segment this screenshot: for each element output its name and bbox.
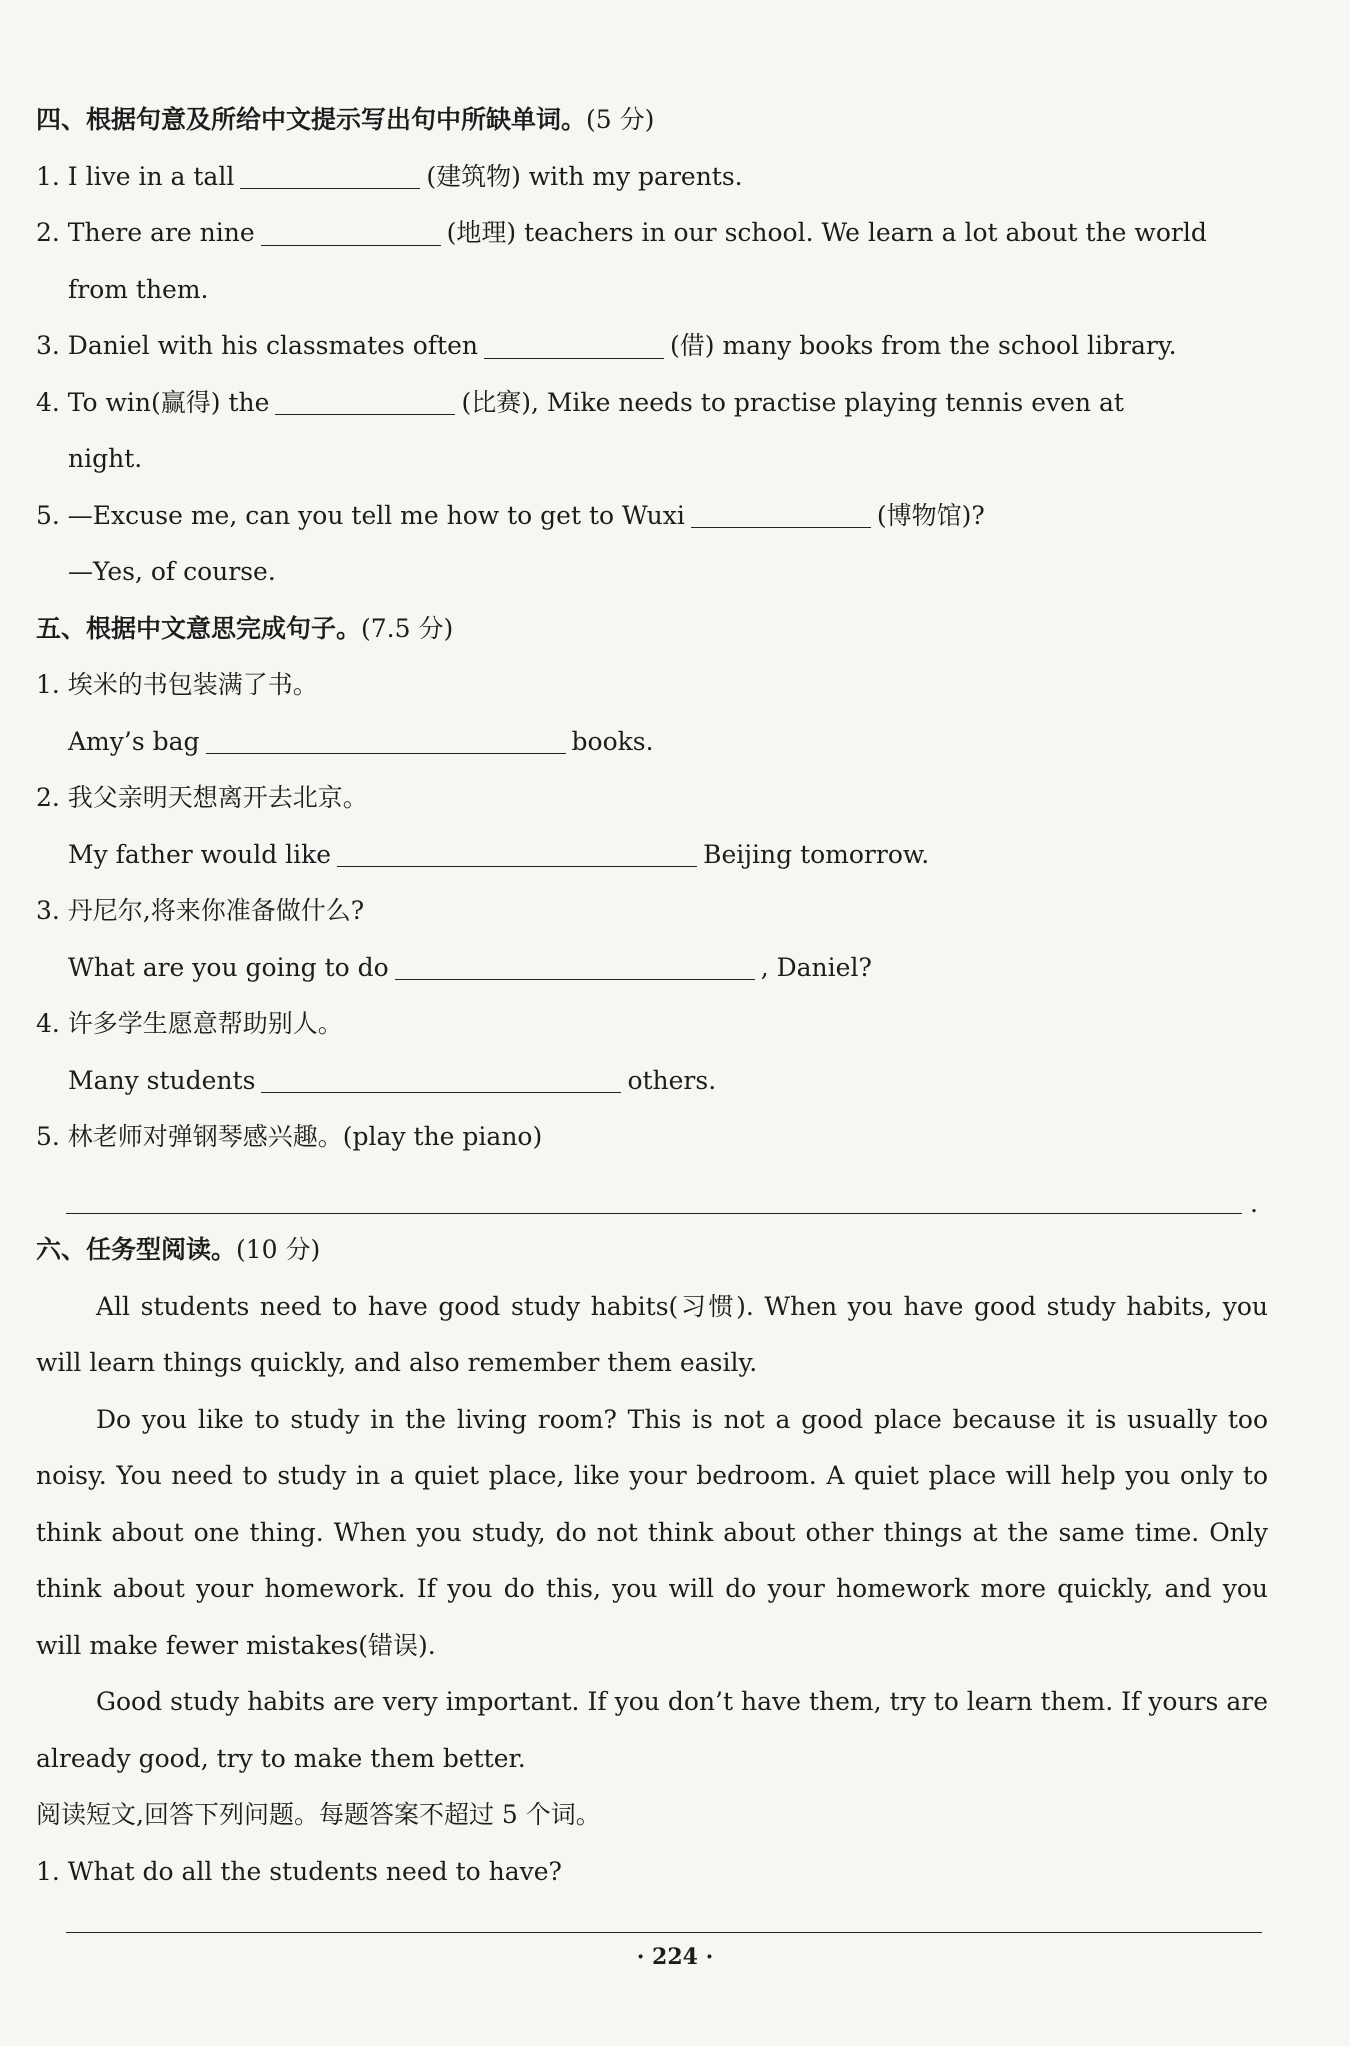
answer-blank[interactable] — [395, 953, 755, 980]
answer-blank[interactable] — [206, 727, 566, 754]
s5-question-4-sentence: Many students others. — [68, 1065, 717, 1095]
answer-blank-full-line[interactable] — [66, 1196, 1242, 1214]
s4-question-4-continued: night. — [68, 444, 143, 473]
s4-question-5-reply: —Yes, of course. — [68, 557, 276, 586]
s5-question-4-chinese: 4. 许多学生愿意帮助别人。 — [36, 1009, 343, 1038]
s5-question-2-sentence: My father would like Beijing tomorrow. — [68, 839, 930, 869]
s5-question-5-chinese: 5. 林老师对弹钢琴感兴趣。(play the piano) — [36, 1122, 543, 1151]
s4-question-1: 1. I live in a tall (建筑物) with my parents. — [36, 161, 743, 191]
reading-answer-line-1[interactable] — [66, 1932, 1262, 1933]
reading-paragraph-2: Do you like to study in the living room? This is not a good place because it is usually too noisy. You need to study in a quiet place, like your bedroom. A quiet place will help you only to think about one thing. When you study, do not think about other things at the same time. Only think about your homework. If you do this, you will do your homework more quickly, and you will make fewer mistakes(错误). — [36, 1404, 1268, 1660]
section-4-heading: 四、根据句意及所给中文提示写出句中所缺单词。(5 分) — [36, 105, 655, 134]
reading-question-1: 1. What do all the students need to have? — [36, 1856, 562, 1886]
answer-blank[interactable] — [691, 501, 871, 528]
reading-paragraph-3: Good study habits are very important. If you don’t have them, try to learn them. If yours are already good, try to make them better. — [36, 1687, 1268, 1773]
s4-question-5: 5. —Excuse me, can you tell me how to get to Wuxi (博物馆)? — [36, 500, 985, 530]
s5-question-3-chinese: 3. 丹尼尔,将来你准备做什么? — [36, 896, 365, 925]
s5-question-1-sentence: Amy’s bag books. — [68, 726, 654, 756]
reading-instruction: 阅读短文,回答下列问题。每题答案不超过 5 个词。 — [36, 1800, 601, 1829]
section-6-heading: 六、任务型阅读。(10 分) — [36, 1235, 321, 1264]
s5-question-2-chinese: 2. 我父亲明天想离开去北京。 — [36, 783, 368, 812]
s4-question-2-continued: from them. — [68, 274, 209, 304]
answer-blank[interactable] — [261, 1066, 621, 1093]
reading-paragraph-1: All students need to have good study habits(习惯). When you have good study habits, you will learn things quickly, and also remember them easily. — [36, 1291, 1268, 1377]
s4-question-2: 2. There are nine (地理) teachers in our school. We learn a lot about the world — [36, 218, 1207, 247]
sentence-period: . — [1250, 1189, 1258, 1218]
answer-blank[interactable] — [337, 840, 697, 867]
answer-blank[interactable] — [261, 218, 441, 245]
s5-question-5-answer-row — [36, 1166, 1268, 1223]
s5-question-3-sentence: What are you going to do , Daniel? — [68, 952, 872, 982]
answer-blank[interactable] — [484, 331, 664, 358]
s4-question-4: 4. To win(赢得) the (比赛), Mike needs to practise playing tennis even at — [36, 387, 1124, 417]
s5-question-1-chinese: 1. 埃米的书包装满了书。 — [36, 670, 318, 699]
section-5-heading: 五、根据中文意思完成句子。(7.5 分) — [36, 613, 454, 643]
worksheet-content — [36, 92, 1268, 1900]
s4-question-3: 3. Daniel with his classmates often (借) many books from the school library. — [36, 331, 1177, 360]
answer-blank[interactable] — [240, 162, 420, 189]
page-number: · 224 · — [636, 1944, 714, 1970]
answer-blank[interactable] — [275, 388, 455, 415]
